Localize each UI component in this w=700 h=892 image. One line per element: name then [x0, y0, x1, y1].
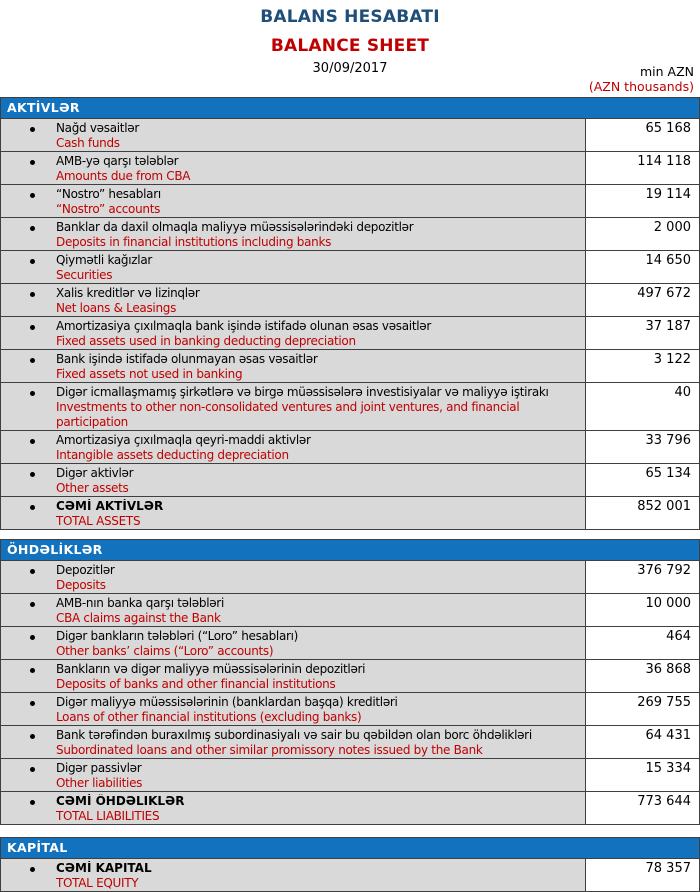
table-row	[1, 184, 699, 217]
row-label-az: Nağd vəsaitlər	[56, 121, 139, 135]
row-value: 3 122	[585, 350, 699, 382]
row-label-en: Deposits	[56, 578, 106, 592]
row-label-az: CƏMİ AKTİVLƏR	[56, 499, 164, 513]
row-value: 15 334	[585, 759, 699, 791]
bullet-icon	[30, 472, 35, 477]
row-label-cell	[1, 660, 585, 692]
row-label-cell	[1, 251, 585, 283]
bullet-icon	[30, 259, 35, 264]
row-label-az: Depozitlər	[56, 563, 115, 577]
table-row	[1, 382, 699, 430]
row-label-en: Deposits of banks and other financial institutions	[56, 677, 336, 691]
row-label-en: Investments to other non-consolidated ventures and joint ventures, and financial participation	[56, 400, 520, 429]
row-label-az: CƏMİ ÖHDƏLIKLƏR	[56, 794, 185, 808]
bullet-icon	[30, 439, 35, 444]
bullet-icon	[30, 635, 35, 640]
bullet-icon	[30, 505, 35, 510]
row-label-cell	[1, 792, 585, 824]
unit-note	[589, 65, 694, 94]
page-title: BALANS HESABATI	[260, 7, 440, 27]
table-row	[1, 430, 699, 463]
row-label-en: Other banks’ claims (“Loro” accounts)	[56, 644, 274, 658]
row-label-az: Banklar da daxil olmaqla maliyyə müəssisələrindəki depozitlər	[56, 220, 414, 234]
section-rows	[1, 118, 699, 529]
row-value: 78 357	[585, 859, 699, 891]
row-label-cell	[1, 627, 585, 659]
bullet-icon	[30, 701, 35, 706]
row-label-cell	[1, 497, 585, 529]
table-row	[1, 593, 699, 626]
row-label-az: AMB-yə qarşı tələblər	[56, 154, 179, 168]
row-value: 114 118	[585, 152, 699, 184]
row-label-az: Bank tərəfindən buraxılmış subordinasiyalı və sair bu qəbildən olan borc öhdəlikləri	[56, 728, 532, 742]
row-value: 33 796	[585, 431, 699, 463]
page-title-english: BALANCE SHEET	[270, 36, 430, 56]
row-label-az: Digər aktivlər	[56, 466, 134, 480]
bullet-icon	[30, 358, 35, 363]
row-label-en: Securities	[56, 268, 113, 282]
row-value: 40	[585, 383, 699, 430]
row-value: 269 755	[585, 693, 699, 725]
table-row	[1, 560, 699, 593]
row-label-cell	[1, 859, 585, 891]
row-value: 36 868	[585, 660, 699, 692]
row-value: 65 168	[585, 119, 699, 151]
row-label-cell	[1, 383, 585, 430]
row-label-az: “Nostro” hesabları	[56, 187, 161, 201]
row-label-en: TOTAL LIABILITIES	[56, 809, 160, 823]
table-row	[1, 349, 699, 382]
row-label-en: “Nostro” accounts	[56, 202, 161, 216]
row-label-en: Deposits in financial institutions including banks	[56, 235, 332, 249]
row-label-az: Digər icmallaşmamış şirkətlərə və birgə müəssisələrə investisiyalar və maliyyə iştirakı	[56, 385, 549, 399]
table-row	[1, 725, 699, 758]
row-label-az: Xalis kreditlər və lizinqlər	[56, 286, 200, 300]
row-value: 64 431	[585, 726, 699, 758]
row-label-az: Amortizasiya çıxılmaqla qeyri-maddi aktivlər	[56, 433, 311, 447]
table-row	[1, 692, 699, 725]
table-row	[1, 791, 699, 824]
table-row	[1, 250, 699, 283]
table-section	[0, 539, 700, 825]
row-value: 14 650	[585, 251, 699, 283]
unit-label-english: (AZN thousands)	[588, 78, 694, 94]
row-value: 65 134	[585, 464, 699, 496]
row-label-cell	[1, 561, 585, 593]
row-label-en: Cash funds	[56, 136, 120, 150]
table-row	[1, 316, 699, 349]
row-value: 773 644	[585, 792, 699, 824]
bullet-icon	[30, 800, 35, 805]
bullet-icon	[30, 160, 35, 165]
report-header	[0, 0, 700, 97]
row-label-en: Intangible assets deducting depreciation	[56, 448, 289, 462]
row-label-az: Bankların və digər maliyyə müəssisələrinin depozitləri	[56, 662, 366, 676]
row-value: 464	[585, 627, 699, 659]
bullet-icon	[30, 602, 35, 607]
row-label-az: CƏMİ KAPITAL	[56, 861, 152, 875]
row-label-en: Fixed assets used in banking deducting depreciation	[56, 334, 356, 348]
section-rows	[1, 858, 699, 891]
table-row	[1, 659, 699, 692]
row-label-en: TOTAL ASSETS	[56, 514, 141, 528]
row-value: 19 114	[585, 185, 699, 217]
section-rows	[1, 560, 699, 824]
row-label-en: Subordinated loans and other similar promissory notes issued by the Bank	[56, 743, 483, 757]
row-label-cell	[1, 185, 585, 217]
row-label-az: Digər bankların tələbləri (“Loro” hesabları)	[56, 629, 299, 643]
bullet-icon	[30, 193, 35, 198]
section-header: AKTİVLƏR	[1, 98, 699, 118]
row-label-en: Other liabilities	[56, 776, 143, 790]
row-value: 10 000	[585, 594, 699, 626]
balance-table	[0, 97, 700, 892]
bullet-icon	[30, 668, 35, 673]
table-row	[1, 463, 699, 496]
bullet-icon	[30, 734, 35, 739]
row-label-az: Bank işində istifadə olunmayan əsas vəsaitlər	[56, 352, 318, 366]
row-label-cell	[1, 317, 585, 349]
row-label-en: Amounts due from CBA	[56, 169, 191, 183]
unit-label: min AZN	[639, 64, 694, 79]
row-label-az: Digər maliyyə müəssisələrinin (banklardan başqa) kreditləri	[56, 695, 398, 709]
section-header: KAPİTAL	[1, 838, 699, 858]
row-label-az: Amortizasiya çıxılmaqla bank işində istifadə olunan əsas vəsaitlər	[56, 319, 431, 333]
bullet-icon	[30, 569, 35, 574]
row-label-az: AMB-nın banka qarşı tələbləri	[56, 596, 224, 610]
row-label-cell	[1, 594, 585, 626]
table-section	[0, 97, 700, 530]
table-row	[1, 496, 699, 529]
bullet-icon	[30, 226, 35, 231]
table-row	[1, 217, 699, 250]
bullet-icon	[30, 325, 35, 330]
row-value: 2 000	[585, 218, 699, 250]
row-label-cell	[1, 431, 585, 463]
row-label-en: Net loans & Leasings	[56, 301, 177, 315]
row-value: 497 672	[585, 284, 699, 316]
row-label-cell	[1, 693, 585, 725]
row-label-cell	[1, 119, 585, 151]
row-value: 37 187	[585, 317, 699, 349]
table-section	[0, 837, 700, 892]
bullet-icon	[30, 767, 35, 772]
row-label-az: Digər passivlər	[56, 761, 142, 775]
row-label-cell	[1, 759, 585, 791]
row-label-cell	[1, 152, 585, 184]
report-date: 30/09/2017	[312, 61, 388, 76]
table-row	[1, 626, 699, 659]
row-label-cell	[1, 464, 585, 496]
bullet-icon	[30, 391, 35, 396]
row-label-cell	[1, 350, 585, 382]
row-label-en: Loans of other financial institutions (excluding banks)	[56, 710, 362, 724]
row-label-cell	[1, 284, 585, 316]
table-row	[1, 283, 699, 316]
row-label-cell	[1, 218, 585, 250]
bullet-icon	[30, 867, 35, 872]
row-label-cell	[1, 726, 585, 758]
row-value: 852 001	[585, 497, 699, 529]
row-label-en: TOTAL EQUITY	[56, 876, 139, 890]
table-row	[1, 858, 699, 891]
row-value: 376 792	[585, 561, 699, 593]
section-header: ÖHDƏLİKLƏR	[1, 540, 699, 560]
table-row	[1, 758, 699, 791]
bullet-icon	[30, 127, 35, 132]
bullet-icon	[30, 292, 35, 297]
row-label-en: CBA claims against the Bank	[56, 611, 221, 625]
table-row	[1, 118, 699, 151]
row-label-en: Other assets	[56, 481, 129, 495]
row-label-az: Qiymətli kağızlar	[56, 253, 153, 267]
table-row	[1, 151, 699, 184]
row-label-en: Fixed assets not used in banking	[56, 367, 243, 381]
